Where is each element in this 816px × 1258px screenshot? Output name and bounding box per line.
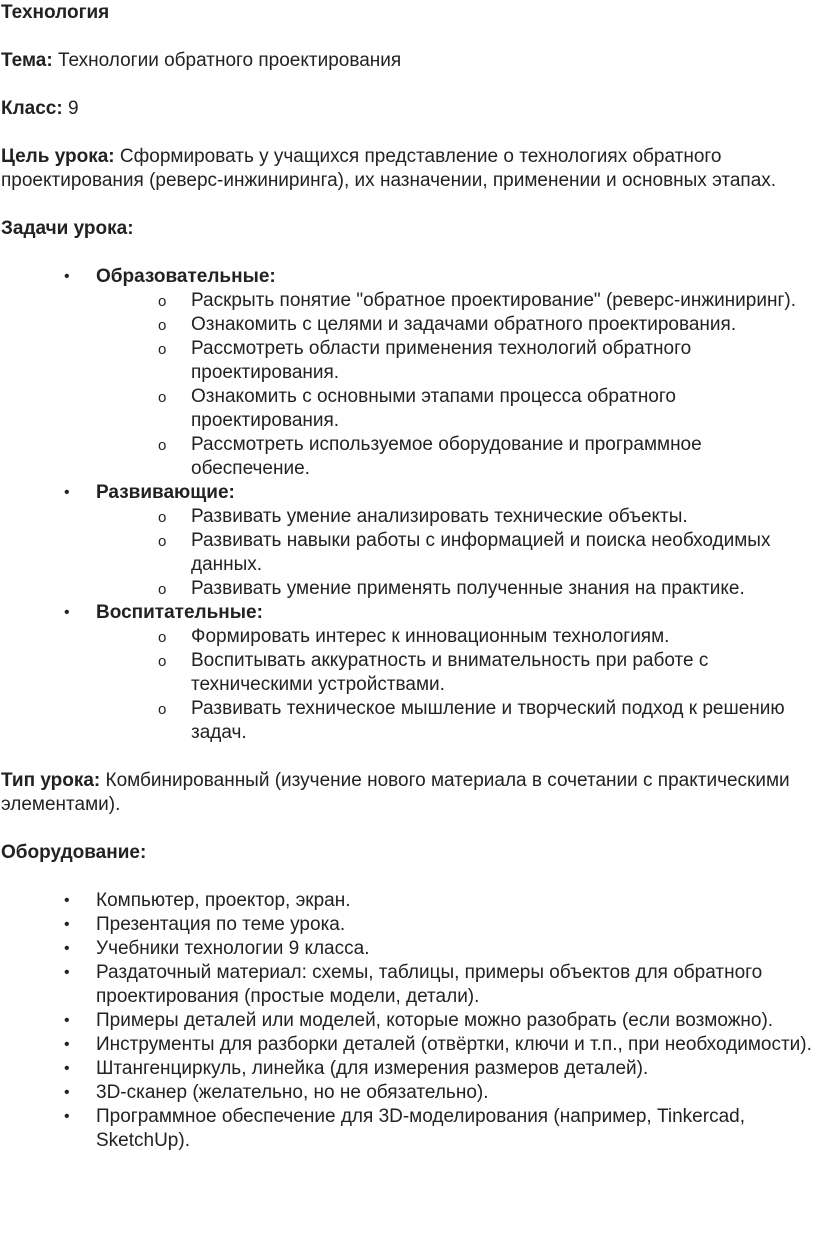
bullet-icon: • (64, 916, 70, 933)
list-item-text: Раскрыть понятие "обратное проектирование" (реверс-инжиниринг). (191, 290, 796, 311)
equipment-list (1, 889, 816, 1153)
bullet-icon: • (64, 1012, 70, 1029)
list-item-text: Развивать навыки работы с информацией и поиска необходимых данных. (191, 530, 771, 575)
grade-value: 9 (67, 98, 79, 119)
grade-label: Класс: (1, 98, 63, 119)
list-item (96, 649, 816, 697)
bullet-icon: • (64, 964, 70, 981)
list-item-text: Инструменты для разборки деталей (отвёртки, ключи и т.п., при необходимости). (96, 1034, 812, 1055)
task-group-developmental (1, 481, 816, 601)
list-item-text: Учебники технологии 9 класса. (96, 938, 370, 959)
bullet-icon: • (64, 940, 70, 957)
tasks-heading: Задачи урока: (1, 218, 134, 239)
list-item (96, 289, 816, 313)
lesson-type-value: Комбинированный (изучение нового материала в сочетании с практическими элементами). (1, 770, 790, 815)
list-item (96, 529, 816, 577)
list-item-text: Программное обеспечение для 3D-моделирования (например, Tinkercad, SketchUp). (96, 1106, 745, 1151)
list-item (1, 913, 816, 937)
bullet-icon: • (64, 892, 70, 909)
list-item-text: Развивать умение анализировать технические объекты. (191, 506, 688, 527)
lesson-type-label: Тип урока: (1, 770, 101, 791)
task-group-title: Воспитательные: (96, 602, 263, 623)
list-item (1, 1033, 816, 1057)
bullet-icon: • (64, 268, 70, 285)
list-item-text: Компьютер, проектор, экран. (96, 890, 351, 911)
topic-label: Тема: (1, 50, 53, 71)
list-item-text: Рассмотреть области применения технологий обратного проектирования. (191, 338, 692, 383)
lesson-plan-document (0, 1, 816, 1153)
task-group-upbringing (1, 601, 816, 745)
list-item-text: Раздаточный материал: схемы, таблицы, примеры объектов для обратного проектирования (простые модели, детали). (96, 962, 763, 1007)
circle-bullet-icon: o (158, 341, 167, 358)
list-item-text: Формировать интерес к инновационным технологиям. (191, 626, 670, 647)
bullet-icon: • (64, 1084, 70, 1101)
list-item (1, 1081, 816, 1105)
circle-bullet-icon: o (158, 701, 167, 718)
list-item (96, 577, 816, 601)
bullet-icon: • (64, 1108, 70, 1125)
circle-bullet-icon: o (158, 629, 167, 646)
bullet-icon: • (64, 1036, 70, 1053)
list-item (96, 313, 816, 337)
circle-bullet-icon: o (158, 293, 167, 310)
list-item (1, 1105, 816, 1153)
list-item (96, 505, 816, 529)
bullet-icon: • (64, 604, 70, 621)
list-item-text: Развивать умение применять полученные знания на практике. (191, 578, 745, 599)
topic-value: Технологии обратного проектирования (57, 50, 402, 71)
task-group-title: Образовательные: (96, 266, 276, 287)
equipment-heading: Оборудование: (1, 842, 147, 863)
subject-title: Технология (1, 2, 110, 23)
list-item (1, 961, 816, 1009)
topic-line (1, 49, 816, 73)
list-item (96, 625, 816, 649)
list-item-text: Штангенциркуль, линейка (для измерения размеров деталей). (96, 1058, 649, 1079)
bullet-icon: • (64, 484, 70, 501)
list-item-text: Ознакомить с основными этапами процесса обратного проектирования. (191, 386, 676, 431)
list-item (96, 385, 816, 433)
list-item (1, 889, 816, 913)
circle-bullet-icon: o (158, 437, 167, 454)
list-item (1, 1009, 816, 1033)
list-item (96, 433, 816, 481)
list-item (96, 697, 816, 745)
lesson-type-paragraph (1, 769, 816, 817)
task-items-list (96, 625, 816, 745)
task-items-list (96, 505, 816, 601)
list-item-text: Воспитывать аккуратность и внимательность при работе с техническими устройствами. (191, 650, 709, 695)
circle-bullet-icon: o (158, 533, 167, 550)
list-item-text: Примеры деталей или моделей, которые можно разобрать (если возможно). (96, 1010, 774, 1031)
circle-bullet-icon: o (158, 581, 167, 598)
list-item (1, 1057, 816, 1081)
list-item (96, 337, 816, 385)
circle-bullet-icon: o (158, 509, 167, 526)
bullet-icon: • (64, 1060, 70, 1077)
grade-line (1, 97, 816, 121)
goal-paragraph (1, 145, 816, 193)
list-item-text: 3D-сканер (желательно, но не обязательно). (96, 1082, 489, 1103)
goal-value: Сформировать у учащихся представление о технологиях обратного проектирования (реверс-инжиниринга), их назначении, применении и основных этапах. (1, 146, 777, 191)
task-group-title: Развивающие: (96, 482, 235, 503)
circle-bullet-icon: o (158, 389, 167, 406)
list-item-text: Развивать техническое мышление и творческий подход к решению задач. (191, 698, 785, 743)
list-item-text: Ознакомить с целями и задачами обратного проектирования. (191, 314, 737, 335)
list-item-text: Презентация по теме урока. (96, 914, 346, 935)
task-group-educational (1, 265, 816, 481)
task-items-list (96, 289, 816, 481)
tasks-groups-list (1, 265, 816, 745)
circle-bullet-icon: o (158, 317, 167, 334)
circle-bullet-icon: o (158, 653, 167, 670)
goal-label: Цель урока: (1, 146, 115, 167)
list-item-text: Рассмотреть используемое оборудование и программное обеспечение. (191, 434, 702, 479)
list-item (1, 937, 816, 961)
